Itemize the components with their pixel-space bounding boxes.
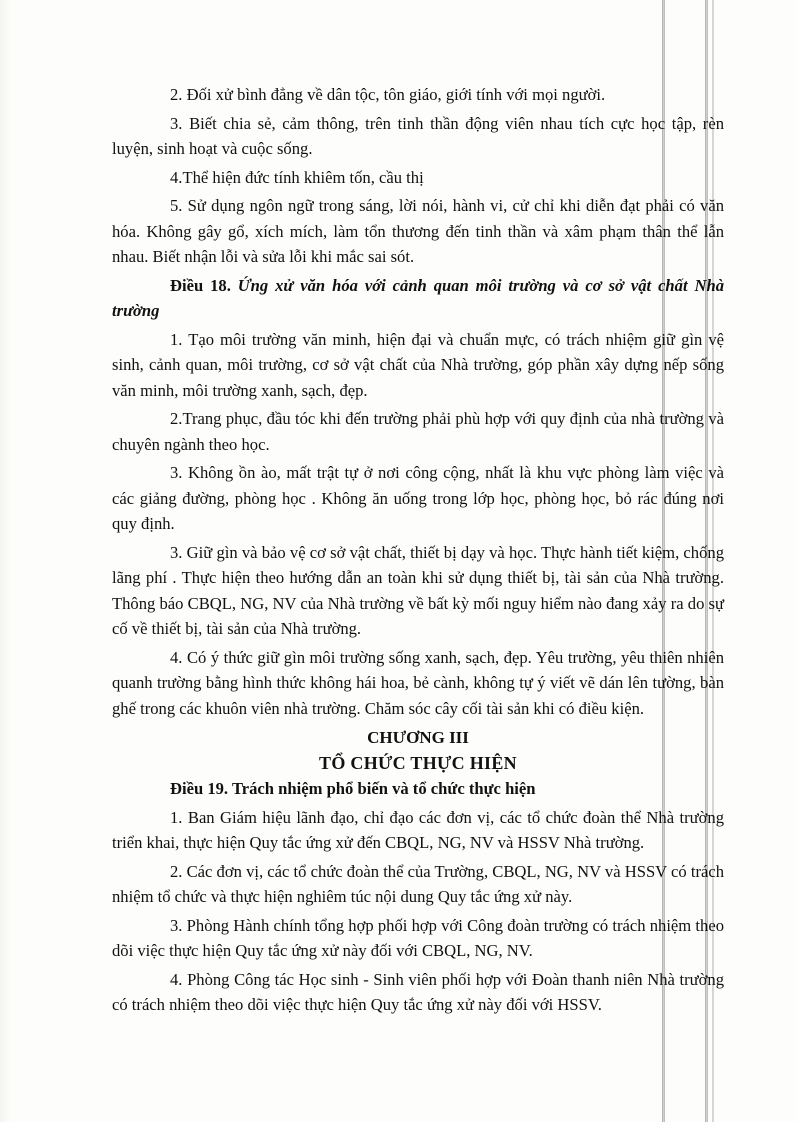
article-number: Điều 19.	[170, 779, 229, 798]
paragraph: 1. Tạo môi trường văn minh, hiện đại và chuẩn mực, có trách nhiệm giữ gìn vệ sinh, cảnh quan, môi trường, cơ sở vật chất của Nhà trường, góp phần xây dựng nếp sống văn minh, môi trường xanh, sạch, đẹp.	[112, 329, 724, 400]
paragraph: 3. Không ồn ào, mất trật tự ở nơi công cộng, nhất là khu vực phòng làm việc và các giảng đường, phòng học . Không ăn uống trong lớp học, phòng học, bỏ rác đúng nơi quy định.	[112, 463, 724, 533]
article-18-heading	[112, 273, 724, 324]
paragraph: 2. Các đơn vị, các tổ chức đoàn thể của Trường, CBQL, NG, NV và HSSV có trách nhiệm tổ chức và thực hiện nghiêm túc nội dung Quy tắc ứng xử này.	[112, 861, 724, 906]
article-number: Điều 18.	[170, 275, 231, 295]
paragraph: 1. Ban Giám hiệu lãnh đạo, chỉ đạo các đơn vị, các tổ chức đoàn thể Nhà trường triển khai, thực hiện Quy tắc ứng xử đến CBQL, NG, NV và HSSV Nhà trường.	[112, 807, 724, 852]
document-body	[112, 82, 724, 1018]
chapter-label: CHƯƠNG III	[367, 728, 469, 747]
paragraph: 3. Biết chia sẻ, cảm thông, trên tinh thần động viên nhau tích cực học tập, rèn luyện, sinh hoạt và cuộc sống.	[112, 113, 724, 158]
paragraph: 4. Có ý thức giữ gìn môi trường sống xanh, sạch, đẹp. Yêu trường, yêu thiên nhiên quanh trường bằng hình thức không hái hoa, bẻ cành, không tự ý viết vẽ dán lên tường, bàn ghế trong các khuôn viên nhà trường. Chăm sóc cây cối tài sản khi có điều kiện.	[112, 647, 724, 718]
paragraph: 2.Trang phục, đầu tóc khi đến trường phải phù hợp với quy định của nhà trường và chuyên ngành theo học.	[112, 409, 724, 454]
paragraph: 2. Đối xử bình đẳng về dân tộc, tôn giáo, giới tính với mọi người.	[170, 85, 606, 104]
paragraph: 4. Phòng Công tác Học sinh - Sinh viên phối hợp với Đoàn thanh niên Nhà trường có trách nhiệm theo dõi việc thực hiện Quy tắc ứng xử này đối với HSSV.	[112, 969, 724, 1014]
paragraph: 5. Sử dụng ngôn ngữ trong sáng, lời nói, hành vi, cử chỉ khi diễn đạt phải có văn hóa. Không gây gổ, xích mích, làm tổn thương đến tinh thần và xâm phạm thân thể lẫn nhau. Biết nhận lỗi và sửa lỗi khi mắc sai sót.	[112, 196, 724, 266]
article-title: Ứng xử văn hóa với cảnh quan môi trường và cơ sở vật chất Nhà trường	[112, 275, 725, 320]
chapter-title: TỔ CHỨC THỰC HIỆN	[319, 752, 517, 773]
paragraph: 3. Phòng Hành chính tổng hợp phối hợp với Công đoàn trường có trách nhiệm theo dõi việc thực hiện Quy tắc ứng xử này đối với CBQL, NG, NV.	[112, 915, 724, 960]
article-title: Trách nhiệm phổ biến và tổ chức thực hiện	[231, 779, 536, 798]
paragraph: 3. Giữ gìn và bảo vệ cơ sở vật chất, thiết bị dạy và học. Thực hành tiết kiệm, chống lãng phí . Thực hiện theo hướng dẫn an toàn khi sử dụng thiết bị, tài sản của Nhà trường. Thông báo CBQL, NG, NV của Nhà trường về bất kỳ mối nguy hiểm nào đang xảy ra do sự cố về thiết bị, tài sản của Nhà trường.	[112, 542, 724, 638]
article-19-heading	[112, 776, 724, 802]
paragraph: 4.Thể hiện đức tính khiêm tốn, cầu thị	[170, 167, 424, 187]
